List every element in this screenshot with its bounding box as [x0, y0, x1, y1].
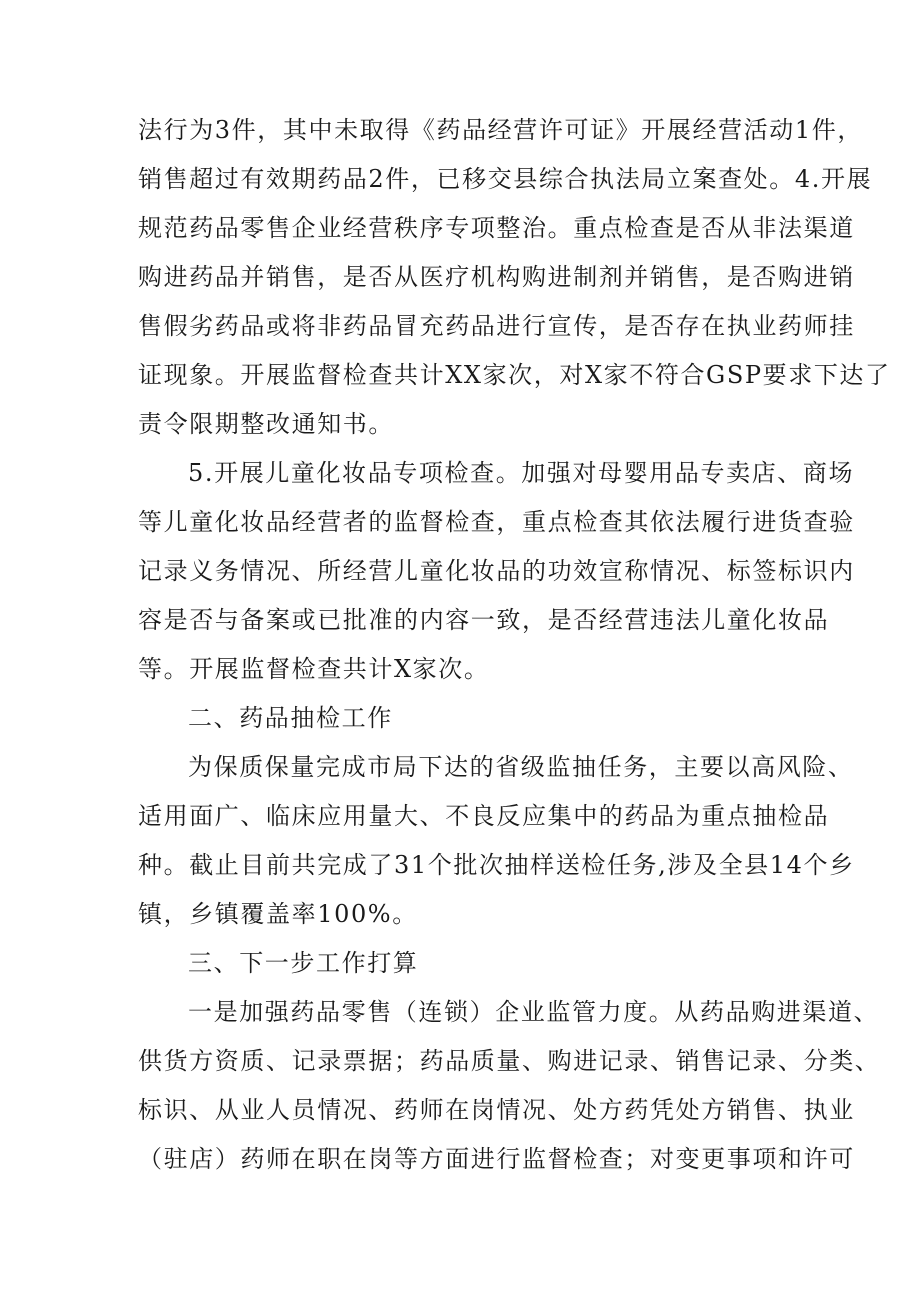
- paragraph-3-line-1: 为保质保量完成市局下达的省级监抽任务，主要以高风险、: [188, 753, 854, 781]
- paragraph-4-line-3: 标识、从业人员情况、药师在岗情况、处方药凭处方销售、执业: [138, 1096, 855, 1124]
- paragraph-2-line-3: 记录义务情况、所经营儿童化妆品的功效宣称情况、标签标识内: [138, 557, 855, 585]
- section-heading-2: 二、药品抽检工作: [188, 704, 393, 732]
- paragraph-4-line-4: （驻店）药师在职在岗等方面进行监督检查；对变更事项和许可: [138, 1145, 855, 1173]
- paragraph-1-line-3: 规范药品零售企业经营秩序专项整治。重点检查是否从非法渠道: [138, 214, 855, 242]
- paragraph-1-line-2: 销售超过有效期药品2件，已移交县综合执法局立案查处。4.开展: [138, 165, 873, 193]
- paragraph-3-line-4: 镇，乡镇覆盖率100%。: [138, 900, 418, 928]
- paragraph-1-line-7: 责令限期整改通知书。: [138, 410, 394, 438]
- paragraph-4-line-1: 一是加强药品零售（连锁）企业监管力度。从药品购进渠道、: [188, 998, 880, 1026]
- paragraph-3-line-2: 适用面广、临床应用量大、不良反应集中的药品为重点抽检品: [138, 802, 830, 830]
- paragraph-1-line-1: 法行为3件，其中未取得《药品经营许可证》开展经营活动1件，: [138, 116, 863, 144]
- paragraph-2-line-5: 等。开展监督检查共计X家次。: [138, 655, 490, 683]
- section-heading-3: 三、下一步工作打算: [188, 949, 419, 977]
- paragraph-2-line-1: 5.开展儿童化妆品专项检查。加强对母婴用品专卖店、商场: [188, 459, 855, 487]
- paragraph-1-line-4: 购进药品并销售，是否从医疗机构购进制剂并销售，是否购进销: [138, 263, 855, 291]
- paragraph-1-line-6: 证现象。开展监督检查共计XX家次，对X家不符合GSP要求下达了: [138, 361, 891, 389]
- paragraph-4-line-2: 供货方资质、记录票据；药品质量、购进记录、销售记录、分类、: [138, 1047, 881, 1075]
- paragraph-2-line-4: 容是否与备案或已批准的内容一致，是否经营违法儿童化妆品: [138, 606, 830, 634]
- paragraph-1-line-5: 售假劣药品或将非药品冒充药品进行宣传，是否存在执业药师挂: [138, 312, 855, 340]
- paragraph-3-line-3: 种。截止目前共完成了31个批次抽样送检任务,涉及全县14个乡: [138, 851, 855, 879]
- paragraph-2-line-2: 等儿童化妆品经营者的监督检查，重点检查其依法履行进货查验: [138, 508, 855, 536]
